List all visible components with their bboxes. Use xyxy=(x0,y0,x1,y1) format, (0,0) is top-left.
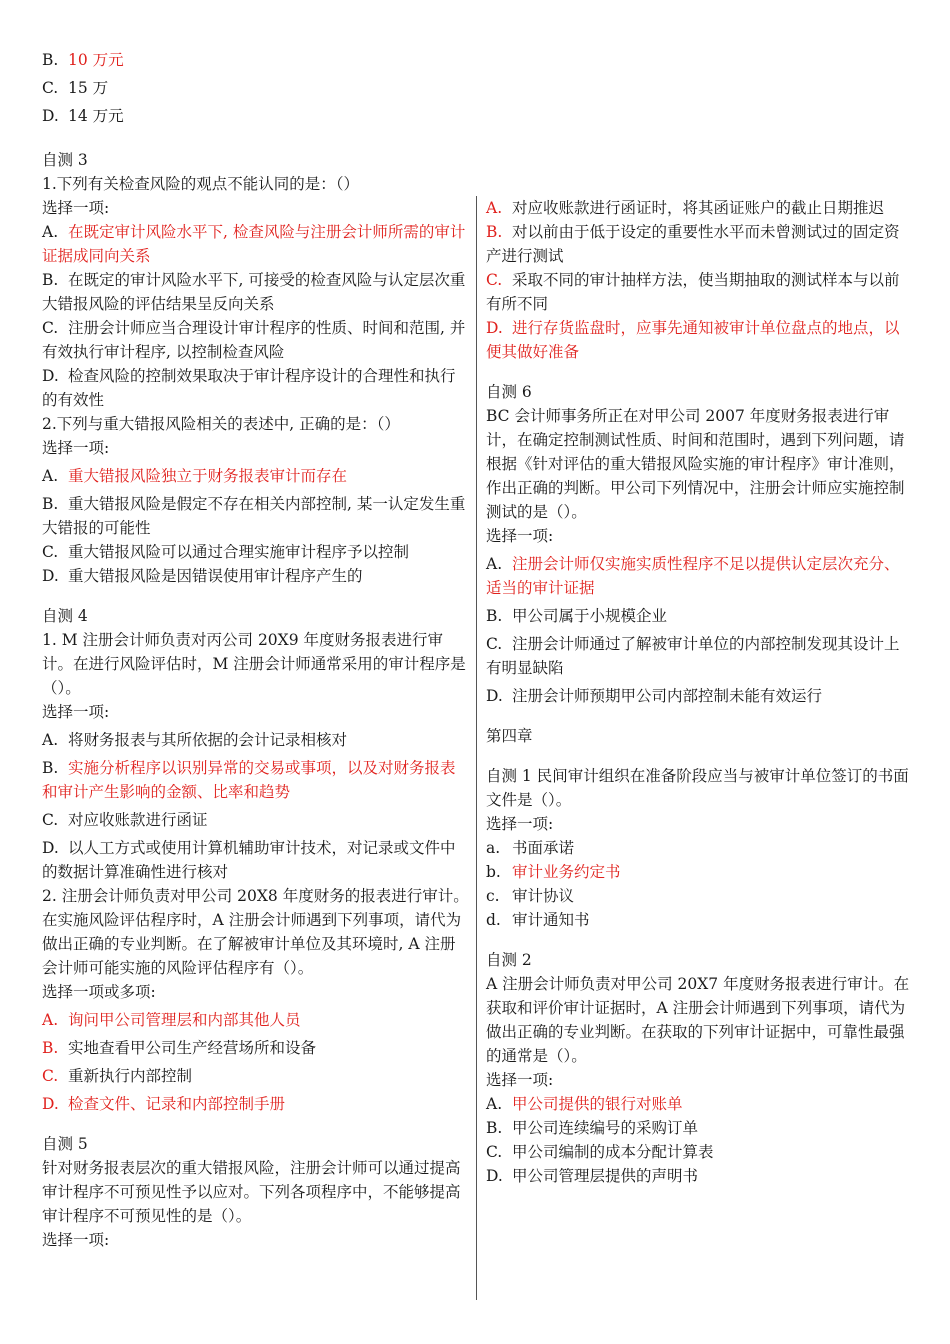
question-text: 1.下列有关检查风险的观点不能认同的是：（） xyxy=(42,175,360,193)
option-c: C. 重大错报风险可以通过合理实施审计程序予以控制 xyxy=(42,543,410,561)
option-b: B. 在既定的审计风险水平下, 可接受的检查风险与认定层次重大错报风险的评估结果呈反向关系 xyxy=(42,271,466,313)
option-a: a. 书面承诺 xyxy=(486,839,575,857)
question-text: 2.下列与重大错报风险相关的表述中, 正确的是：（） xyxy=(42,415,400,433)
question-prompt: 选择一项或多项: xyxy=(42,983,156,1001)
option-c: c. 审计协议 xyxy=(486,887,575,905)
column-divider xyxy=(476,196,477,1300)
question-prompt: 选择一项: xyxy=(486,815,554,833)
option-d: D. 检查风险的控制效果取决于审计程序设计的合理性和执行的有效性 xyxy=(42,367,456,409)
question-text: 2. 注册会计师负责对甲公司 20X8 年度财务的报表进行审计。在实施风险评估程序时，A 注册会计师遇到下列事项，请代为做出正确的专业判断。在了解被审计单位及其环境时, A 注册会计师可能实施的风险评估程序有（）。 xyxy=(42,887,469,977)
question-prompt: 选择一项: xyxy=(42,199,110,217)
question-prompt: 选择一项: xyxy=(42,703,110,721)
left-column xyxy=(42,148,470,1252)
top-options xyxy=(42,48,462,128)
question-prompt: 选择一项: xyxy=(486,527,554,545)
question-prompt: 选择一项: xyxy=(42,1231,110,1249)
option-d: D. 甲公司管理层提供的声明书 xyxy=(486,1167,699,1185)
option-b: B. 实地查看甲公司生产经营场所和设备 xyxy=(42,1039,317,1057)
option-d: D. 进行存货监盘时，应事先通知被审计单位盘点的地点，以便其做好准备 xyxy=(486,319,900,361)
question-prompt: 选择一项: xyxy=(42,439,110,457)
option-c: C. 15 万 xyxy=(42,79,109,97)
option-b: B. 实施分析程序以识别异常的交易或事项，以及对财务报表和审计产生影响的金额、比率和趋势 xyxy=(42,759,456,801)
option-b: b. 审计业务约定书 xyxy=(486,863,621,881)
option-c: C. 采取不同的审计抽样方法，使当期抽取的测试样本与以前有所不同 xyxy=(486,271,900,313)
section-title: 自测 4 xyxy=(42,607,88,625)
option-c: C. 重新执行内部控制 xyxy=(42,1067,193,1085)
option-a: A. 对应收账款进行函证时，将其函证账户的截止日期推迟 xyxy=(486,199,885,217)
option-a: A. 甲公司提供的银行对账单 xyxy=(486,1095,683,1113)
question-text: BC 会计师事务所正在对甲公司 2007 年度财务报表进行审计，在确定控制测试性质、时间和范围时，遇到下列问题，请根据《针对评估的重大错报风险实施的审计程序》审计准则，作出正确的判断。甲公司下列情况中，注册会计师应实施控制测试的是（）。 xyxy=(486,407,905,521)
option-d: D. 检查文件、记录和内部控制手册 xyxy=(42,1095,286,1113)
option-d: D. 以人工方式或使用计算机辅助审计技术，对记录或文件中的数据计算准确性进行核对 xyxy=(42,839,456,881)
question-text: 自测 1 民间审计组织在准备阶段应当与被审计单位签订的书面文件是（）。 xyxy=(486,767,909,809)
option-b: B. 甲公司连续编号的采购订单 xyxy=(486,1119,699,1137)
right-column xyxy=(486,196,914,1188)
option-a: A. 将财务报表与其所依据的会计记录相核对 xyxy=(42,731,348,749)
option-c: C. 注册会计师应当合理设计审计程序的性质、时间和范围, 并有效执行审计程序, 以控制检查风险 xyxy=(42,319,466,361)
chapter-title: 第四章 xyxy=(486,727,533,745)
section-title: 自测 2 xyxy=(486,951,532,969)
option-d: D. 14 万元 xyxy=(42,107,124,125)
question-prompt: 选择一项: xyxy=(486,1071,554,1089)
option-a: A. 询问甲公司管理层和内部其他人员 xyxy=(42,1011,301,1029)
option-d: D. 重大错报风险是因错误使用审计程序产生的 xyxy=(42,567,363,585)
option-b: B. 对以前由于低于设定的重要性水平而未曾测试过的固定资产进行测试 xyxy=(486,223,900,265)
option-a: A. 注册会计师仅实施实质性程序不足以提供认定层次充分、适当的审计证据 xyxy=(486,555,900,597)
question-text: 1. M 注册会计师负责对丙公司 20X9 年度财务报表进行审计。在进行风险评估时，M 注册会计师通常采用的审计程序是（）。 xyxy=(42,631,466,697)
section-title: 自测 3 xyxy=(42,151,88,169)
question-text: 针对财务报表层次的重大错报风险，注册会计师可以通过提高审计程序不可预见性予以应对。下列各项程序中，不能够提高审计程序不可预见性的是（）。 xyxy=(42,1159,461,1225)
option-a: A. 在既定审计风险水平下, 检查风险与注册会计师所需的审计证据成同向关系 xyxy=(42,223,466,265)
option-b: B. 甲公司属于小规模企业 xyxy=(486,607,668,625)
section-title: 自测 6 xyxy=(486,383,532,401)
section-title: 自测 5 xyxy=(42,1135,88,1153)
option-c: C. 注册会计师通过了解被审计单位的内部控制发现其设计上有明显缺陷 xyxy=(486,635,900,677)
option-a: A. 重大错报风险独立于财务报表审计而存在 xyxy=(42,467,348,485)
option-b: B. 10 万元 xyxy=(42,51,124,69)
option-c: C. 对应收账款进行函证 xyxy=(42,811,208,829)
option-d: d. 审计通知书 xyxy=(486,911,590,929)
option-b: B. 重大错报风险是假定不存在相关内部控制, 某一认定发生重大错报的可能性 xyxy=(42,495,466,537)
option-c: C. 甲公司编制的成本分配计算表 xyxy=(486,1143,714,1161)
question-text: A 注册会计师负责对甲公司 20X7 年度财务报表进行审计。在获取和评价审计证据时，A 注册会计师遇到下列事项，请代为做出正确的专业判断。在获取的下列审计证据中，可靠性最强的通常是（）。 xyxy=(486,975,910,1065)
option-d: D. 注册会计师预期甲公司内部控制未能有效运行 xyxy=(486,687,823,705)
